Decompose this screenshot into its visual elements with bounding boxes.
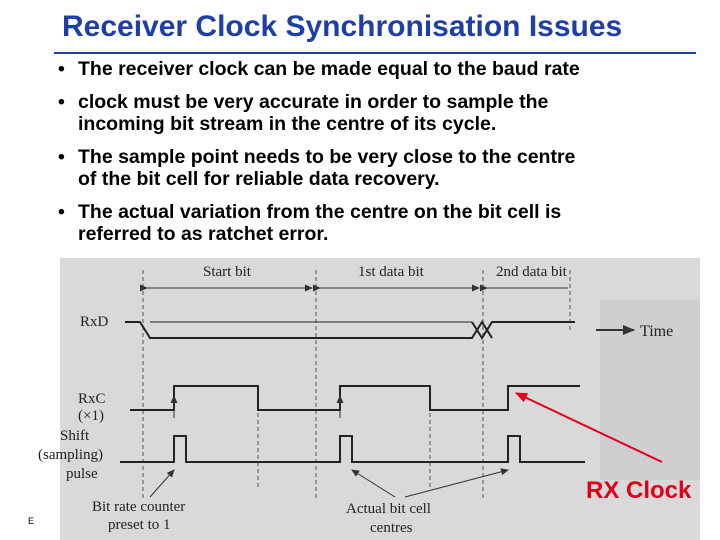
second-data-bit-label: 2nd data bit [496,264,567,280]
first-data-bit-label: 1st data bit [358,264,424,280]
rxd-label: RxD [80,314,109,330]
bullet-item [58,201,708,245]
bullet-line: incoming bit stream in the centre of its cycle. [78,113,497,135]
bullet-line: referred to as ratchet error. [78,223,329,245]
timing-diagram [0,258,720,540]
rx-clock-annotation: RX Clock [586,477,692,504]
bullet-item [58,146,708,190]
start-bit-label: Start bit [203,264,251,280]
rxc-multiplier-label: (×1) [78,408,104,424]
shift-sampling-label: (sampling) [38,447,103,463]
bullet-dot: • [58,201,65,223]
bullet-list [58,58,708,256]
shift-pulse-label: pulse [66,466,98,482]
bullet-item [58,91,708,135]
title-rule [54,52,696,54]
bullet-dot: • [58,91,65,113]
bullet-line: The sample point needs to be very close to the centre [78,146,576,168]
bullet-dot: • [58,58,65,80]
bullet-item [58,58,708,80]
bullet-line: The receiver clock can be made equal to the baud rate [78,58,580,80]
centres-sub-label: centres [370,520,413,536]
shift-label: Shift [60,428,90,444]
rxc-label: RxC [78,391,106,407]
centres-label: Actual bit cell [346,501,431,517]
bullet-line: The actual variation from the centre on the bit cell is [78,201,562,223]
bullet-dot: • [58,146,65,168]
corner-text: E [28,516,35,526]
time-label: Time [640,323,674,340]
counter-preset-label: preset to 1 [108,517,171,533]
counter-label: Bit rate counter [92,499,186,515]
bullet-line: of the bit cell for reliable data recovery. [78,168,440,190]
bullet-line: clock must be very accurate in order to sample the [78,91,549,113]
slide-title: Receiver Clock Synchronisation Issues [62,10,623,43]
